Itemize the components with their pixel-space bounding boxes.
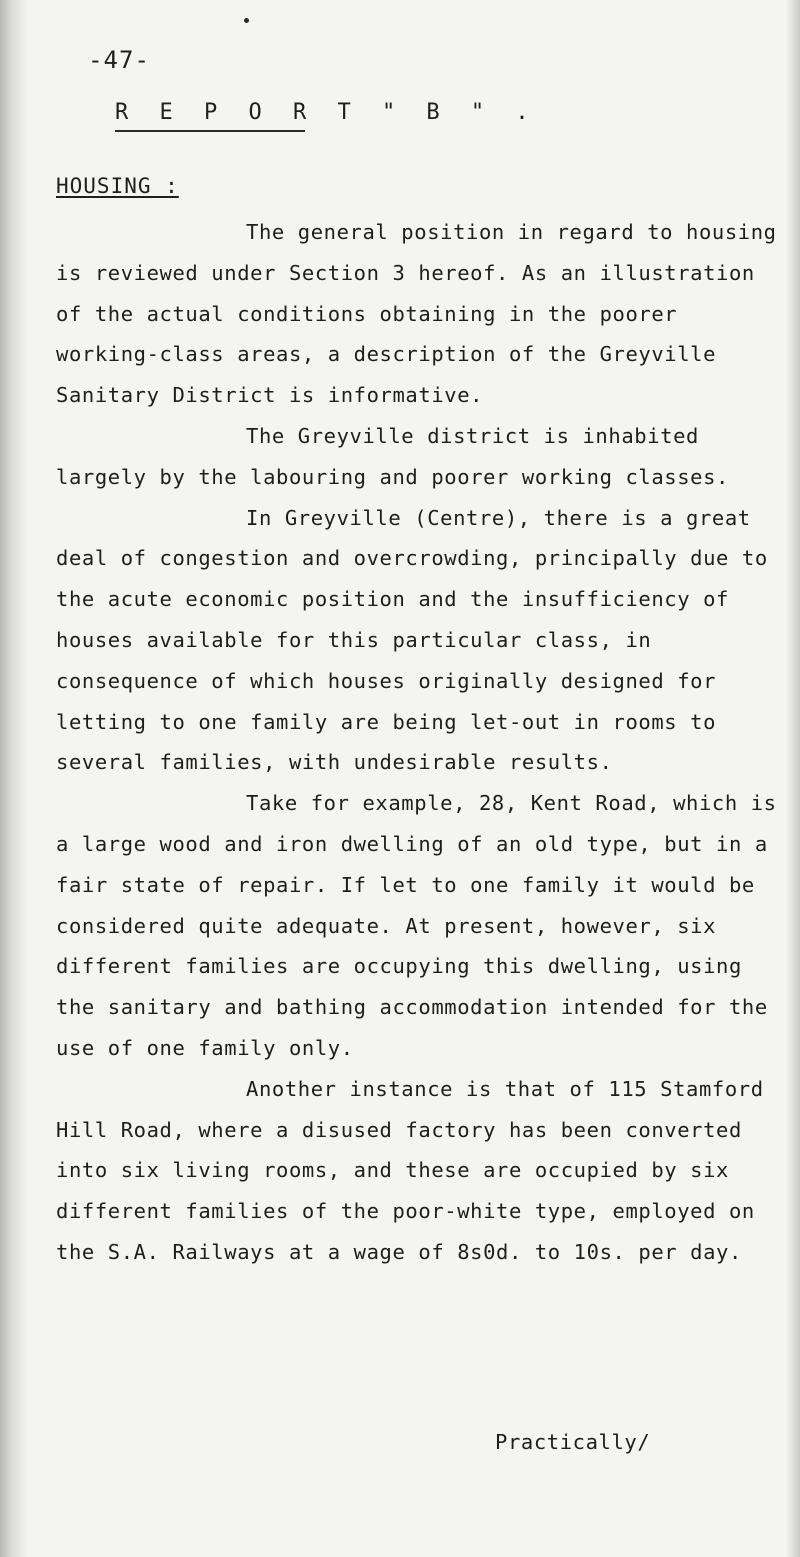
paragraph-stamford-hill-example: Another instance is that of 115 Stamford Hill Road, where a disused factory has been converted into six living rooms, and these are occupied by six different families of the poor-white type, employed on the S.A. Railways at a wage of 8s0d. to 10s. per day. <box>56 1076 764 1264</box>
paragraph-greyville-centre: In Greyville (Centre), there is a great deal of congestion and overcrowding, principally due to the acute economic position and the insufficiency of houses available for this particular class, in consequence of which houses originally designed for letting to one family are being let-out in rooms to several families, with undesirable results. <box>56 505 768 775</box>
report-heading: R E P O R T " B " . <box>115 100 538 125</box>
page-number: -47- <box>88 46 150 74</box>
section-heading: HOUSING : <box>56 174 179 198</box>
catchword: Practically/ <box>495 1430 651 1454</box>
page-edge-shadow-left <box>0 0 28 1557</box>
paragraph-intro: The general position in regard to housing is reviewed under Section 3 hereof. As an illustration of the actual conditions obtaining in the poorer working-class areas, a description of the Greyville Sanitary District is informative. <box>56 220 777 408</box>
report-heading-underline <box>115 130 305 132</box>
report-body <box>56 212 786 1273</box>
ink-speck <box>244 18 249 23</box>
paragraph-kent-road-example: Take for example, 28, Kent Road, which is a large wood and iron dwelling of an old type, but in a fair state of repair. If let to one family it would be considered quite adequate. At present, however, six different families are occupying this dwelling, using the sanitary and bathing accommodation intended for the use of one family only. <box>56 791 777 1060</box>
page-edge-shadow-right <box>786 0 800 1557</box>
paragraph-greyville-district: The Greyville district is inhabited largely by the labouring and poorer working classes. <box>56 423 729 489</box>
